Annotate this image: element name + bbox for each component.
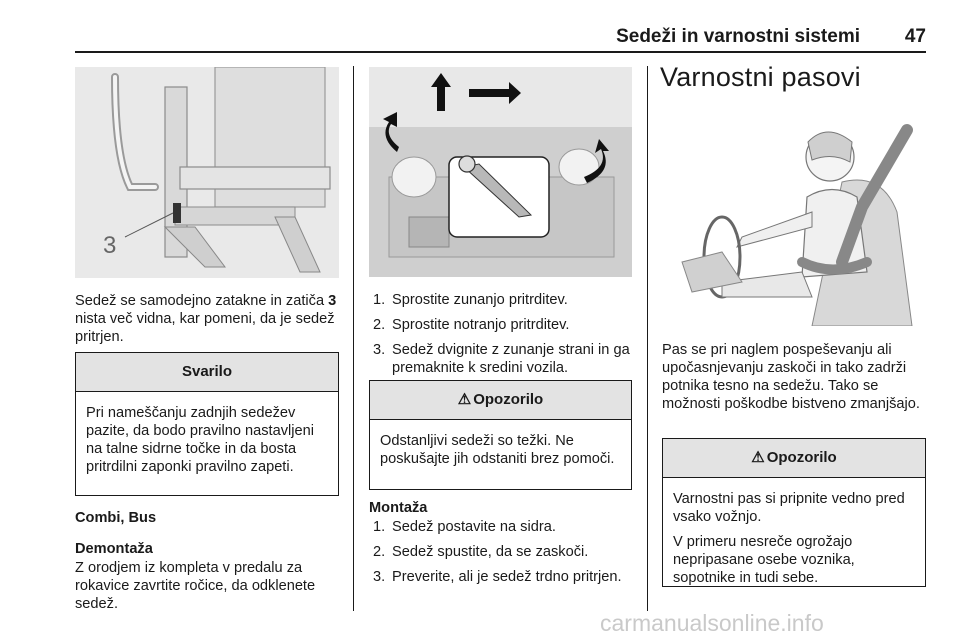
page-header-title: Sedeži in varnostni sistemi [616,26,860,47]
caution-box [75,352,339,496]
list-item [369,316,639,334]
list-item [369,518,639,536]
column-divider-left [353,66,354,611]
seat-anchor-figure [75,67,339,278]
warning-triangle-icon: ⚠ [457,391,472,408]
seat-weight-warning-box [369,380,632,490]
page-number: 47 [904,26,926,47]
caution-title: Svarilo [76,353,338,392]
step-number: 1. [373,519,386,535]
removal-text: Z orodjem iz kompleta v predalu za rokavice zavrtite ročice, da odklenete sedež. [75,560,316,612]
intro-callout-ref: 3 [328,293,337,309]
step-text: Sedež postavite na sidra. [392,519,556,535]
list-item [369,291,639,309]
combi-bus-heading: Combi, Bus [75,510,157,526]
column-divider-right [647,66,648,611]
list-item [369,543,639,561]
step-number: 2. [373,317,386,333]
install-heading: Montaža [369,500,428,516]
header-rule [75,51,926,53]
step-number: 1. [373,292,386,308]
step-number: 3. [373,342,386,358]
removal-heading: Demontaža [75,541,153,557]
removal-steps-list [369,291,639,384]
step-text: Sedež spustite, da se zaskoči. [392,544,589,560]
seat-release-figure [369,67,632,277]
list-item [369,568,639,586]
warning-text: Odstanljivi sedeži so težki. Ne poskušajte jih odstaniti brez pomoči. [380,433,615,467]
intro-text-end: nista več vidna, kar pomeni, da je sedež pritrjen. [75,311,335,345]
figure-callout-number: 3 [103,232,117,259]
step-number: 2. [373,544,386,560]
warning-title: Opozorilo [766,449,837,466]
intro-paragraph [75,292,343,346]
watermark: carmanualsonline.info [600,610,824,636]
step-text: Preverite, ali je sedež trdno pritrjen. [392,569,622,585]
install-steps-list [369,518,639,593]
list-item [369,341,639,377]
seatbelt-driver-figure [662,112,926,326]
warning-title-row [370,381,631,420]
caution-text: Pri nameščanju zadnjih sedežev pazite, da bodo pravilno nastavljeni na talne sidrne točke in da bosta pritrdilni zaponki pravilno zapeti. [86,405,314,475]
step-text: Sedež dvignite z zunanje strani in ga premaknite k sredini vozila. [392,342,630,376]
step-number: 3. [373,569,386,585]
seatbelt-warning-box [662,438,926,587]
warning-title-row [663,439,925,478]
warning-paragraph: V primeru nesreče ogrožajo nepripasane osebe voznika, sopotnike in tudi sebe. [673,534,855,586]
section-heading: Varnostni pasovi [660,62,861,92]
intro-text-start: Sedež se samodejno zatakne in zatiča [75,293,329,309]
step-text: Sprostite zunanjo pritrditev. [392,292,568,308]
step-text: Sprostite notranjo pritrditev. [392,317,570,333]
warning-paragraph: Varnostni pas si pripnite vedno pred vsako vožnjo. [673,491,905,525]
seatbelt-intro: Pas se pri naglem pospeševanju ali upočasnjevanju zaskoči in tako zadrži potnika tesno na sedežu. Tako se možnosti poškodbe bistveno zmanjšajo. [662,342,920,412]
warning-title: Opozorilo [473,391,544,408]
warning-triangle-icon: ⚠ [751,449,765,466]
